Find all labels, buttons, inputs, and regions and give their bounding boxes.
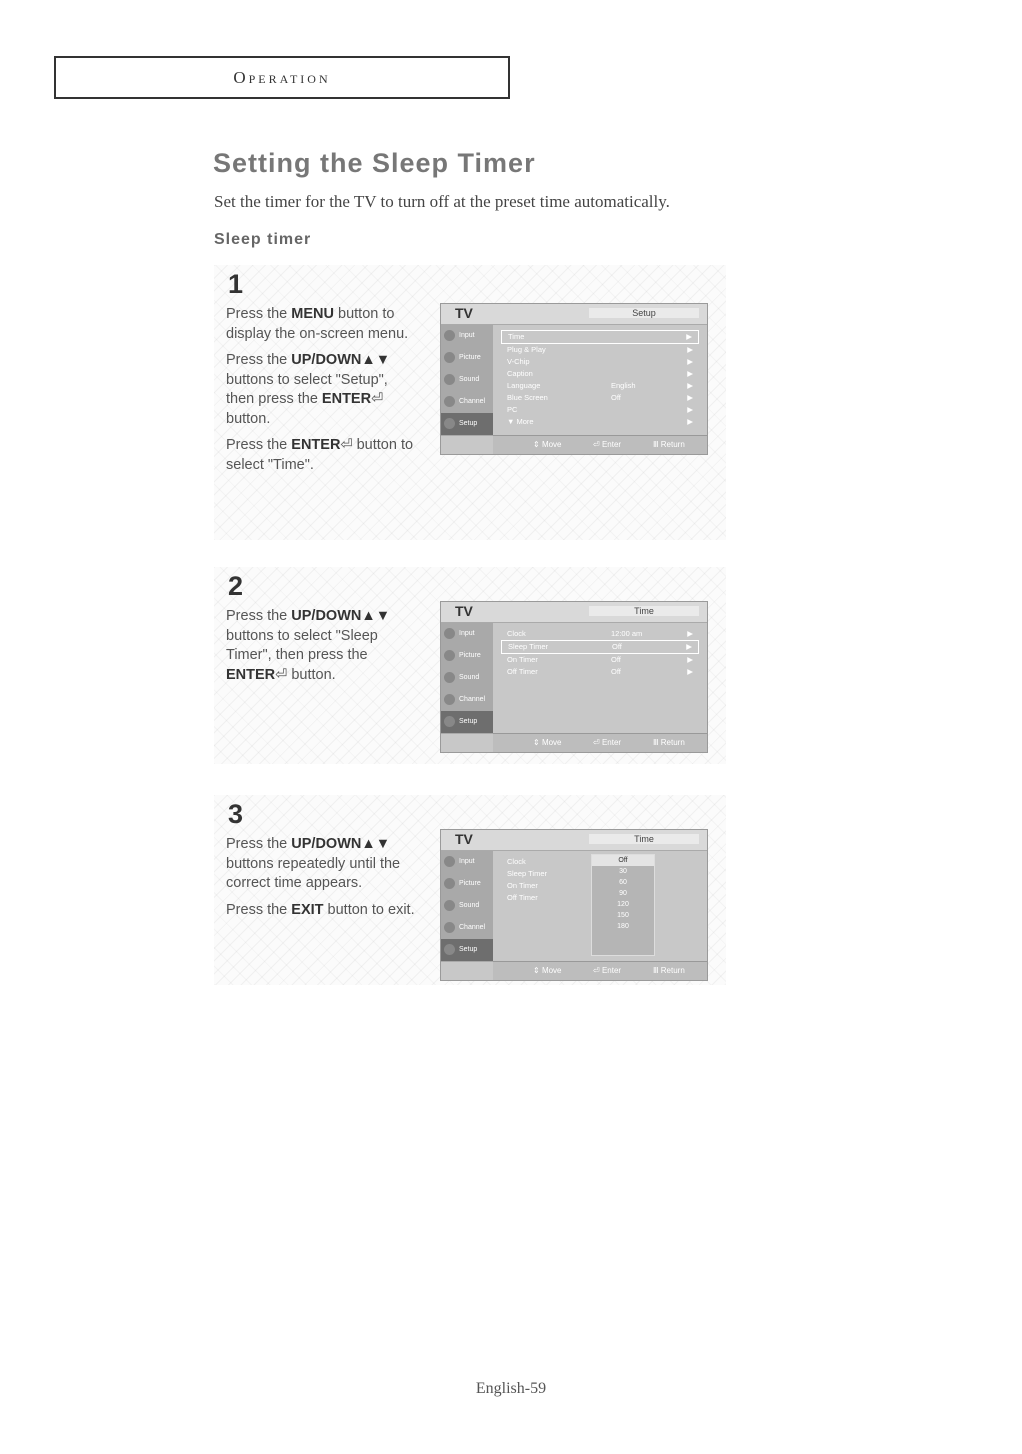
tv-menu-screenshot [440,829,708,981]
osd-nav-enter [593,734,621,752]
osd-sidebar-item: Input [441,851,493,873]
osd-time-option: 120 [617,901,629,908]
page-title: Setting the Sleep Timer [213,148,536,178]
chevron-right-icon: ▶ [687,357,693,366]
instruction-text: buttons repeatedly until the correct time appears. [226,855,401,891]
osd-row-value: Off [611,655,621,664]
osd-row-value: Off [611,667,621,676]
osd-sidebar-item: Setup [441,413,493,435]
tv-menu-screenshot [440,303,708,455]
osd-nav-label: Return [660,966,685,975]
chevron-right-icon: ▶ [686,332,692,341]
instruction-paragraph [226,351,416,429]
instruction-text: Press the [226,306,292,322]
page-number: English-59 [475,1380,547,1397]
osd-brand: TV [455,603,473,619]
osd-nav-bar [493,733,707,752]
return-icon: Ⅲ [653,966,661,975]
instruction-text: button. [287,666,336,683]
osd-nav-enter [593,962,621,980]
move-icon: ⇕ [533,738,542,747]
osd-menu-title: Setup [589,308,699,318]
osd-nav-label: Move [541,440,562,449]
osd-title-bar [441,304,707,325]
button-name: UP/DOWN▲▼ [291,352,391,368]
osd-menu-row [501,628,699,640]
osd-menu-list [501,330,699,428]
osd-nav-move [533,962,562,980]
osd-row-label: Language [507,381,541,390]
instruction-text: Press the [226,437,292,453]
osd-row-value: 12:00 am [611,629,643,638]
osd-time-option: 150 [617,912,629,919]
osd-menu-row [501,654,699,666]
osd-row-label: Off Timer [507,893,538,902]
instruction-text: button to display the on-screen menu. [226,306,409,342]
button-name: UP/DOWN▲▼ [291,608,391,624]
osd-nav-bar [493,961,707,980]
osd-menu-row [501,666,699,678]
osd-row-label: Sleep Timer [508,642,549,651]
osd-nav-label: Move [541,966,562,975]
osd-sidebar-item: Picture [441,873,493,895]
instruction-paragraph [226,607,416,685]
instruction-text: Press the [226,608,292,624]
instruction-text: button. [226,410,271,427]
step-number: 3 [228,799,244,829]
osd-row-label: ▼ More [507,417,534,426]
osd-row-value: Off [611,393,621,402]
enter-icon: ⏎ [593,966,602,975]
osd-row-label: Caption [507,369,533,378]
osd-sidebar-item: Setup [441,939,493,961]
step-panel [214,265,726,540]
chevron-right-icon: ▶ [687,345,693,354]
osd-sidebar-item: Picture [441,347,493,369]
osd-sidebar-item: Channel [441,917,493,939]
osd-sidebar [441,325,493,436]
step-instructions [226,607,416,692]
chevron-right-icon: ▶ [687,417,693,426]
chevron-right-icon: ▶ [687,369,693,378]
osd-sidebar [441,851,493,962]
osd-time-options [591,854,655,956]
osd-nav-label: Enter [601,966,622,975]
move-icon: ⇕ [533,440,542,449]
osd-nav-move [533,734,562,752]
enter-icon: ⏎ [275,666,288,683]
instruction-text: Press the [226,352,292,368]
osd-menu-row [501,356,699,368]
button-name: ENTER [321,391,372,407]
enter-icon: ⏎ [371,391,384,407]
return-icon: Ⅲ [653,738,661,747]
step-panel [214,795,726,985]
osd-sidebar-item: Sound [441,895,493,917]
osd-sidebar [441,623,493,734]
osd-nav-label: Enter [601,440,622,449]
section-heading: Sleep timer [214,231,312,248]
osd-sidebar-item: Sound [441,369,493,391]
button-name: ENTER [226,666,276,683]
osd-row-value: English [611,381,636,390]
osd-sidebar-item: Setup [441,711,493,733]
button-name: EXIT [291,901,324,918]
instruction-text: buttons to select "Setup", then press the [226,371,388,407]
section-header-box [54,56,510,99]
osd-nav-move [533,436,562,454]
osd-menu-row [501,416,699,428]
osd-nav-label: Return [660,440,685,449]
osd-menu-list [501,628,699,678]
osd-menu-row [501,330,699,344]
osd-title-bar [441,602,707,623]
osd-nav-return [653,436,685,454]
osd-menu-title: Time [589,834,699,844]
osd-sidebar-item: Picture [441,645,493,667]
osd-row-label: Clock [507,629,526,638]
chevron-right-icon: ▶ [687,405,693,414]
osd-menu-row [501,380,699,392]
button-name: ENTER [291,437,341,453]
osd-row-label: Sleep Timer [507,869,548,878]
enter-icon: ⏎ [593,738,602,747]
osd-nav-label: Return [660,738,685,747]
chevron-right-icon: ▶ [687,381,693,390]
osd-time-option: 60 [619,879,627,886]
osd-nav-enter [593,436,621,454]
instruction-text: button to select "Time". [226,437,414,473]
instruction-paragraph [226,901,416,921]
chevron-right-icon: ▶ [687,393,693,402]
osd-row-label: V-Chip [507,357,530,366]
button-name: MENU [291,306,334,322]
chevron-right-icon: ▶ [687,655,693,664]
osd-nav-label: Enter [601,738,622,747]
osd-row-label: On Timer [507,655,538,664]
osd-sidebar-item: Sound [441,667,493,689]
osd-brand: TV [455,305,473,321]
chevron-right-icon: ▶ [687,667,693,676]
instruction-paragraph [226,436,416,475]
osd-nav-label: Move [541,738,562,747]
osd-brand: TV [455,831,473,847]
osd-row-label: Plug & Play [507,345,546,354]
move-icon: ⇕ [533,966,542,975]
return-icon: Ⅲ [653,440,661,449]
osd-menu-row [501,392,699,404]
step-instructions [226,835,416,927]
tv-menu-screenshot [440,601,708,753]
osd-row-label: PC [507,405,518,414]
enter-icon: ⏎ [340,437,353,453]
instruction-paragraph [226,835,416,894]
osd-time-option: 180 [617,923,629,930]
step-number: 2 [228,571,244,601]
osd-title-bar [441,830,707,851]
instruction-paragraph [226,305,416,344]
chevron-right-icon: ▶ [687,629,693,638]
step-panel [214,567,726,764]
intro-text: Set the timer for the TV to turn off at the preset time automatically. [214,192,670,211]
step-number: 1 [228,269,244,299]
step-instructions [226,305,416,482]
osd-row-label: Off Timer [507,667,538,676]
osd-time-option: Off [592,855,654,866]
instruction-text: Press the [226,836,292,852]
enter-icon: ⏎ [593,440,602,449]
osd-nav-bar [493,435,707,454]
osd-sidebar-item: Input [441,325,493,347]
osd-menu-title: Time [589,606,699,616]
osd-time-option: 90 [619,890,627,897]
instruction-text: button to exit. [323,901,415,918]
osd-nav-return [653,962,685,980]
osd-row-value: Off [612,642,622,651]
section-header-label: Operation [233,67,331,87]
osd-time-option: 30 [619,868,627,875]
osd-sidebar-item: Input [441,623,493,645]
osd-row-label: Time [508,332,525,341]
osd-row-label: Clock [507,857,526,866]
osd-menu-row [501,344,699,356]
osd-menu-row [501,640,699,654]
osd-sidebar-item: Channel [441,689,493,711]
osd-menu-row [501,368,699,380]
osd-menu-row [501,404,699,416]
button-name: UP/DOWN▲▼ [291,836,391,852]
instruction-text: buttons to select "Sleep Timer", then press the [226,627,378,663]
chevron-right-icon: ▶ [686,642,692,651]
osd-sidebar-item: Channel [441,391,493,413]
osd-row-label: Blue Screen [507,393,548,402]
osd-nav-return [653,734,685,752]
osd-row-label: On Timer [507,881,538,890]
instruction-text: Press the [226,901,292,918]
